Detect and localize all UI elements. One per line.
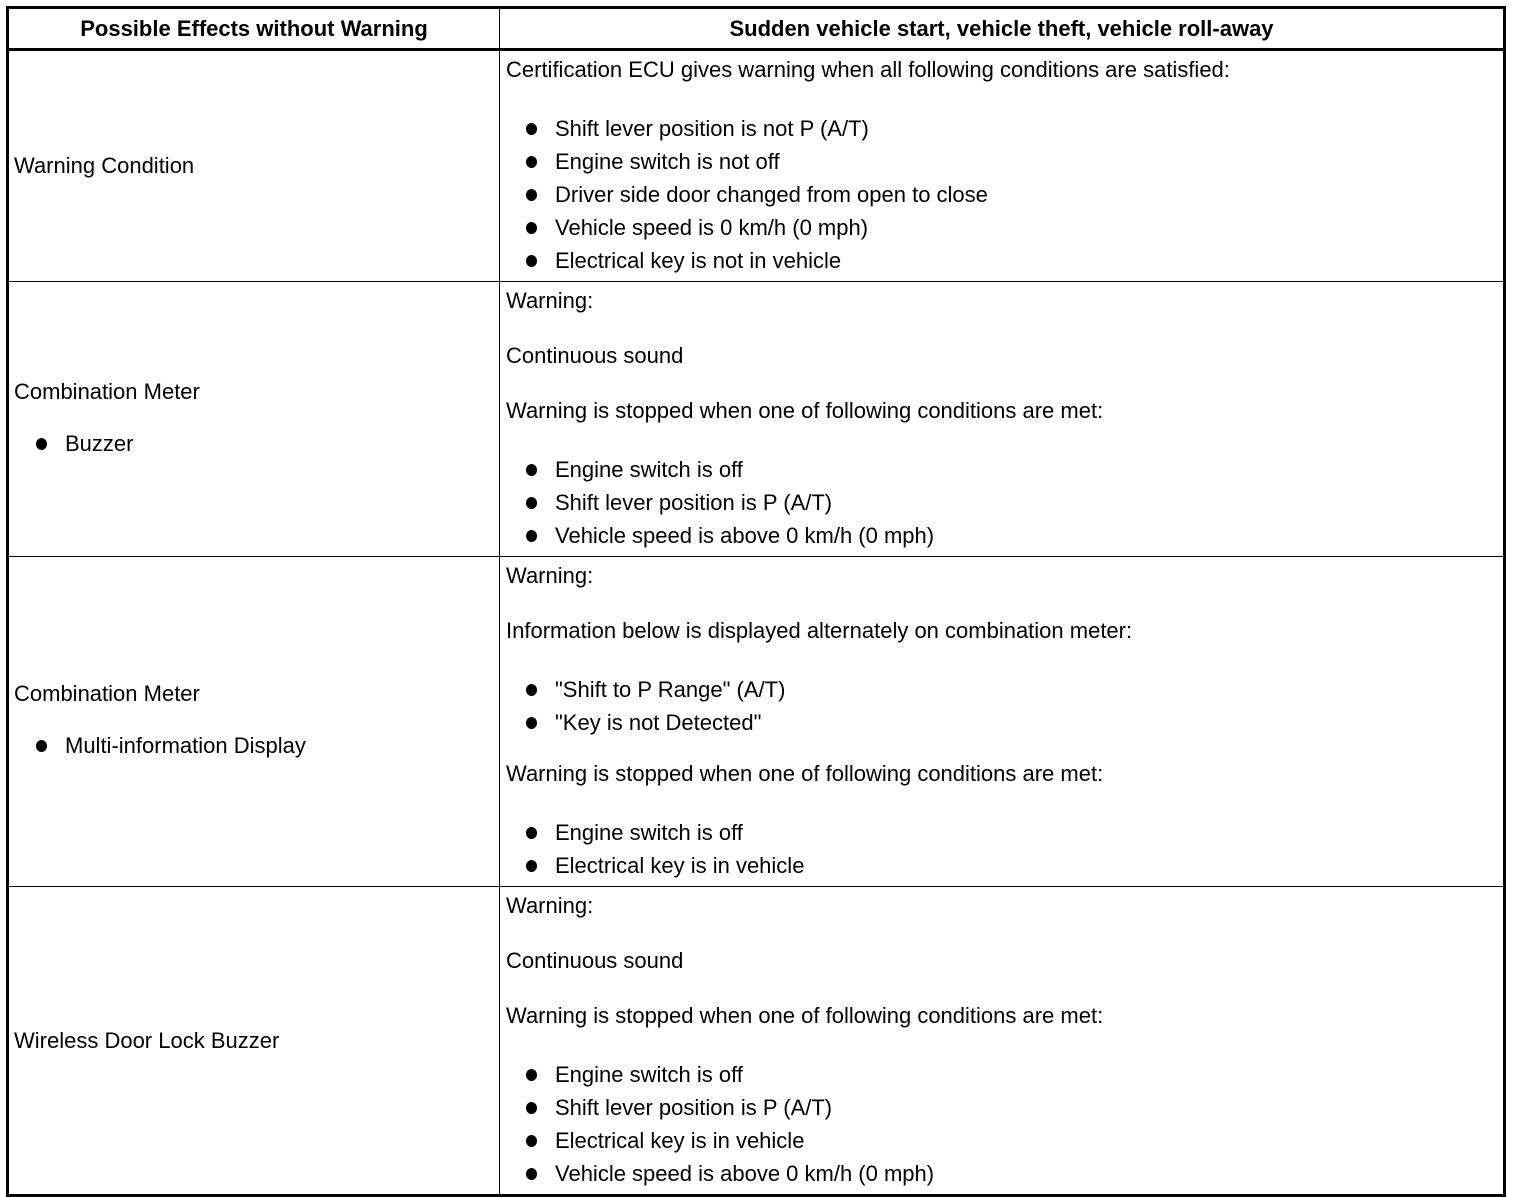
effect-sub-item: Multi-information Display [32,729,499,762]
effect-label: Combination Meter [14,681,200,706]
condition-item: Vehicle speed is above 0 km/h (0 mph) [522,519,1497,552]
description-text: Warning is stopped when one of following conditions are met: [506,1003,1104,1028]
table-row [8,557,1505,887]
condition-item: Electrical key is in vehicle [522,849,1497,882]
condition-item: Shift lever position is P (A/T) [522,1091,1497,1124]
condition-item: "Shift to P Range" (A/T) [522,673,1497,706]
header-hazards: Sudden vehicle start, vehicle theft, vehicle roll-away [500,8,1505,50]
effect-cell [8,50,500,282]
condition-item: Shift lever position is not P (A/T) [522,112,1497,145]
table-row [8,887,1505,1196]
description-cell [500,887,1505,1196]
condition-list [506,1058,1497,1190]
header-effects: Possible Effects without Warning [8,8,500,50]
description-text: Continuous sound [506,948,684,973]
effect-sub-item: Buzzer [32,427,499,460]
description-cell [500,557,1505,887]
condition-item: Engine switch is off [522,816,1497,849]
condition-item: Engine switch is off [522,453,1497,486]
condition-item: "Key is not Detected" [522,706,1497,739]
condition-item: Shift lever position is P (A/T) [522,486,1497,519]
condition-item: Engine switch is not off [522,145,1497,178]
description-text: Warning is stopped when one of following conditions are met: [506,761,1104,786]
effect-label: Wireless Door Lock Buzzer [14,1027,280,1053]
description-text: Warning: [506,893,594,918]
description-text: Warning: [506,563,594,588]
description-text: Information below is displayed alternately on combination meter: [506,618,1133,643]
header-row [8,8,1505,50]
description-text: Warning is stopped when one of following conditions are met: [506,398,1104,423]
description-cell [500,50,1505,282]
table-body [8,50,1505,1196]
condition-list [506,816,1497,882]
description-text: Warning: [506,288,594,313]
effect-cell [8,887,500,1196]
description-cell [500,282,1505,557]
condition-item: Electrical key is not in vehicle [522,244,1497,277]
condition-item: Vehicle speed is 0 km/h (0 mph) [522,211,1497,244]
effect-label: Combination Meter [14,378,200,404]
effect-label: Warning Condition [14,153,195,178]
condition-list [506,673,1497,739]
condition-list [506,453,1497,552]
warning-effects-table [6,6,1506,1197]
table-row [8,50,1505,282]
condition-item: Engine switch is off [522,1058,1497,1091]
condition-item: Electrical key is in vehicle [522,1124,1497,1157]
effect-sub-list [14,427,499,460]
effect-cell [8,557,500,887]
effect-cell [8,282,500,557]
description-text: Certification ECU gives warning when all following conditions are satisfied: [506,57,1230,82]
condition-list [506,112,1497,277]
condition-item: Vehicle speed is above 0 km/h (0 mph) [522,1157,1497,1190]
description-text: Continuous sound [506,343,684,368]
effect-sub-list [14,729,499,762]
table-row [8,282,1505,557]
condition-item: Driver side door changed from open to close [522,178,1497,211]
